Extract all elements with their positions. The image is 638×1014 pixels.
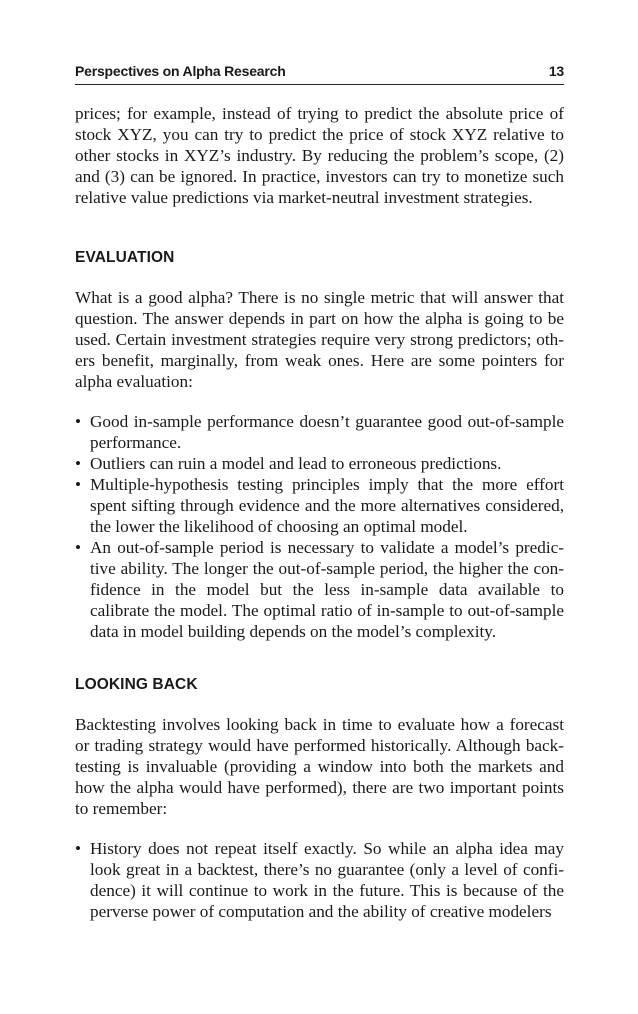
list-item: • History does not repeat itself exactly. So while an alpha idea may look great in a backtest, there’s no guarantee (only a level of confi-dence) it will continue to work in the future. This is because of the perverse power of computation and the ability of creative modelers — [75, 839, 564, 921]
looking-back-paragraph: Backtesting involves looking back in time to evaluate how a forecast or trading strategy would have performed historically. Although back-testing is invaluable (providing a window into both the markets and how the alpha would have performed), there are two important points to remember: — [75, 715, 564, 818]
section-heading-looking-back: LOOKING BACK — [75, 676, 198, 693]
bullet-icon: • — [75, 454, 82, 473]
intro-paragraph: prices; for example, instead of trying to predict the absolute price of stock XYZ, you can try to predict the price of stock XYZ relative to other stocks in XYZ’s industry. By reducing the problem’s scope, (2) and (3) can be ignored. In practice, investors can try to monetize such relative value predictions via market-neutral investment strategies. — [75, 104, 564, 207]
bullet-icon: • — [75, 475, 82, 494]
running-title: Perspectives on Alpha Research — [75, 63, 286, 79]
page-number: 13 — [548, 63, 564, 79]
list-item: • Multiple-hypothesis testing principles imply that the more effort spent sifting through evidence and the more alternatives considered, the lower the likelihood of choosing an optimal model. — [75, 475, 564, 536]
bullet-icon: • — [75, 839, 82, 858]
evaluation-paragraph: What is a good alpha? There is no single metric that will answer that question. The answer depends in part on how the alpha is going to be used. Certain investment strategies require very strong predictors; oth-ers benefit, marginally, from weak ones. Here are some pointers for alpha evaluation: — [75, 288, 564, 391]
bullet-icon: • — [75, 412, 82, 431]
looking-back-bullet-list — [75, 838, 564, 922]
bullet-icon: • — [75, 538, 82, 557]
running-header — [75, 62, 564, 85]
evaluation-bullet-list — [75, 411, 564, 642]
list-item: • Outliers can ruin a model and lead to erroneous predictions. — [75, 454, 502, 473]
section-heading-evaluation: EVALUATION — [75, 249, 175, 266]
list-item: • Good in-sample performance doesn’t guarantee good out-of-sample performance. — [75, 412, 564, 452]
list-item: • An out-of-sample period is necessary to validate a model’s predic-tive ability. The longer the out-of-sample period, the higher the con-fidence in the model but the less in-sample data available to calibrate the model. The optimal ratio of in-sample to out-of-sample data in model building depends on the model’s complexity. — [75, 538, 564, 641]
